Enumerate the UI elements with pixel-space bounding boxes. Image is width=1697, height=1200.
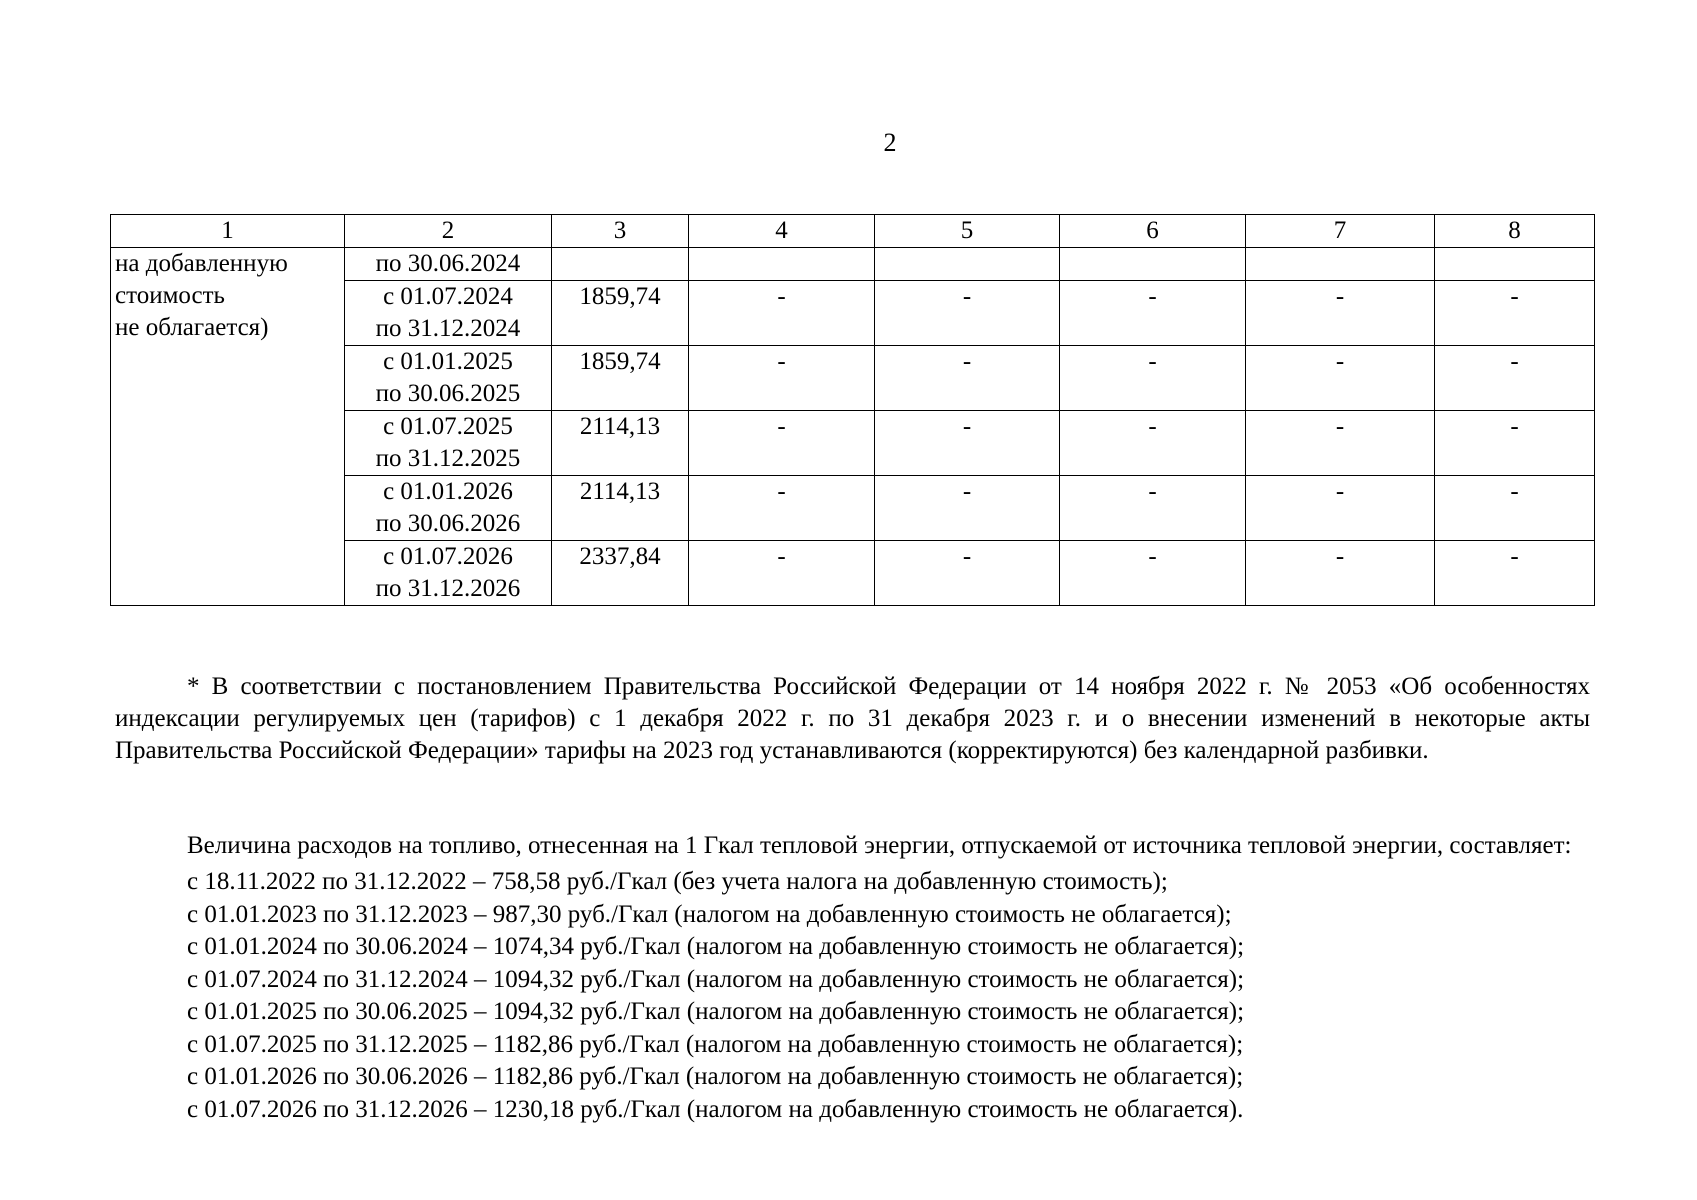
table-cell: - (1060, 411, 1246, 476)
period-from: с 01.01.2025 (383, 348, 513, 375)
category-text: на добавленную стоимость не облагается) (115, 250, 288, 341)
table-cell-value: 1859,74 (552, 346, 689, 411)
table-cell: - (875, 476, 1060, 541)
list-item: с 01.07.2025 по 31.12.2025 – 1182,86 руб./Гкал (налогом на добавленную стоимость не облагается); (187, 1030, 1244, 1058)
list-item: с 01.01.2026 по 30.06.2026 – 1182,86 руб./Гкал (налогом на добавленную стоимость не облагается); (187, 1063, 1244, 1090)
period-to: по 30.06.2026 (375, 510, 521, 537)
list-item: с 01.07.2024 по 31.12.2024 – 1094,32 руб./Гкал (налогом на добавленную стоимость не облагается); (187, 965, 1245, 993)
period-from: с 01.07.2024 (383, 283, 513, 310)
table-cell (1435, 248, 1595, 281)
table-cell: - (1060, 476, 1246, 541)
table-cell-value: 1859,74 (552, 281, 689, 346)
header-cell: 7 (1246, 215, 1435, 248)
table-cell: - (689, 411, 875, 476)
header-cell: 5 (875, 215, 1060, 248)
period-from: с 01.01.2026 (383, 478, 513, 505)
table-cell-period (345, 281, 552, 346)
table-cell-value: 2114,13 (552, 411, 689, 476)
tariff-table (110, 214, 1595, 606)
header-cell: 8 (1435, 215, 1595, 248)
list-item: с 01.01.2024 по 30.06.2024 – 1074,34 руб./Гкал (налогом на добавленную стоимость не облагается); (187, 933, 1245, 960)
table-cell-period: по 30.06.2024 (345, 248, 552, 281)
table-cell: - (1060, 281, 1246, 346)
table-cell (1246, 248, 1435, 281)
period-from: с 01.07.2025 (383, 413, 513, 440)
period-to: по 31.12.2025 (375, 445, 521, 472)
table-cell: - (1246, 476, 1435, 541)
table-header-row (111, 215, 1595, 248)
header-cell: 3 (552, 215, 689, 248)
table-cell: - (1246, 281, 1435, 346)
table-cell-period (345, 541, 552, 606)
table-cell: - (1246, 541, 1435, 606)
table-cell: - (1246, 411, 1435, 476)
table-cell: - (875, 281, 1060, 346)
list-item: с 01.07.2026 по 31.12.2026 – 1230,18 руб./Гкал (налогом на добавленную стоимость не облагается). (187, 1095, 1244, 1123)
period-to: по 31.12.2026 (375, 575, 521, 602)
list-item: с 01.01.2025 по 30.06.2025 – 1094,32 руб./Гкал (налогом на добавленную стоимость не облагается); (187, 998, 1245, 1025)
header-cell: 1 (111, 215, 345, 248)
table-cell: - (1060, 346, 1246, 411)
table-cell: - (689, 541, 875, 606)
table-cell-value: 2114,13 (552, 476, 689, 541)
header-cell: 6 (1060, 215, 1246, 248)
list-item: с 01.01.2023 по 31.12.2023 – 987,30 руб./Гкал (налогом на добавленную стоимость не облагается); (187, 900, 1232, 928)
fuel-cost-list (187, 866, 1244, 1126)
page-number: 2 (883, 128, 897, 157)
table-cell-value: 2337,84 (552, 541, 689, 606)
table-cell-period (345, 346, 552, 411)
table-cell: - (689, 281, 875, 346)
table-cell: - (1060, 541, 1246, 606)
table-cell: - (689, 346, 875, 411)
fuel-cost-intro: Величина расходов на топливо, отнесенная на 1 Гкал тепловой энергии, отпускаемой от источника тепловой энергии, составляет: (187, 832, 1572, 859)
table-cell-period (345, 411, 552, 476)
table-cell (689, 248, 875, 281)
table-cell (875, 248, 1060, 281)
table-cell: - (1435, 476, 1595, 541)
header-cell: 4 (689, 215, 875, 248)
table-row (111, 248, 1595, 281)
period-to: по 30.06.2025 (375, 380, 521, 407)
table-cell-value (552, 248, 689, 281)
header-cell: 2 (345, 215, 552, 248)
table-cell-period (345, 476, 552, 541)
table-cell: - (875, 411, 1060, 476)
table-cell: - (1435, 411, 1595, 476)
table-cell: - (875, 346, 1060, 411)
footnote-paragraph: * В соответствии с постановлением Правительства Российской Федерации от 14 ноября 2022 г. № 2053 «Об особенностях индексации регулируемых цен (тарифов) с 1 декабря 2022 г. по 31 декабря 2023 г. и о внесении изменений в некоторые акты Правительства Российской Федерации» тарифы на 2023 год устанавливаются (корректируются) без календарной разбивки. (115, 673, 1590, 764)
period-from: с 01.07.2026 (383, 543, 513, 570)
list-item: с 18.11.2022 по 31.12.2022 – 758,58 руб./Гкал (без учета налога на добавленную стоимость); (187, 868, 1168, 895)
table-cell: - (1246, 346, 1435, 411)
table-cell: - (875, 541, 1060, 606)
table-cell-category (111, 248, 345, 606)
table-cell: - (1435, 346, 1595, 411)
period-to: по 31.12.2024 (375, 315, 521, 342)
table-cell: - (1435, 281, 1595, 346)
table-cell: - (1435, 541, 1595, 606)
table-cell (1060, 248, 1246, 281)
table-cell: - (689, 476, 875, 541)
